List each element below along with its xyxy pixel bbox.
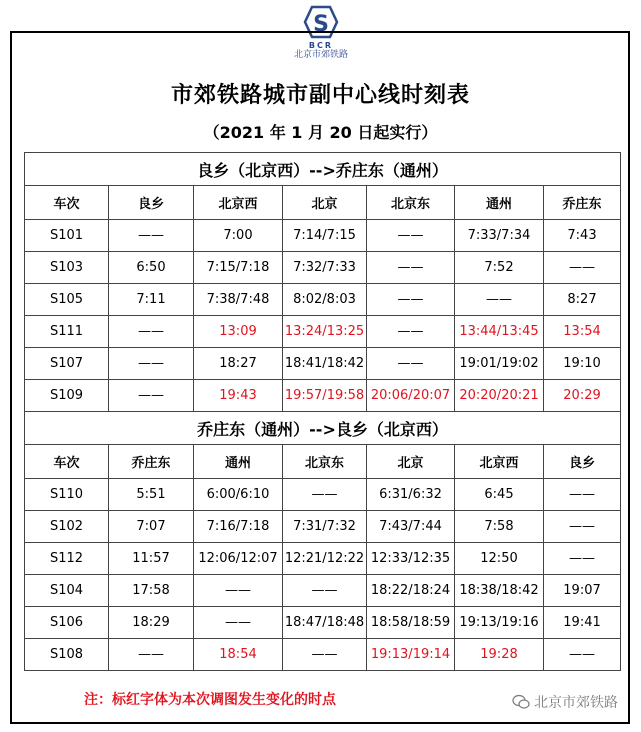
time-cell: 13:54 xyxy=(544,316,621,348)
column-header: 北京西 xyxy=(194,186,283,220)
logo-abbr: BCR xyxy=(308,41,334,50)
train-number-cell: S111 xyxy=(25,316,109,348)
table-row xyxy=(25,380,621,412)
column-header: 北京 xyxy=(283,186,367,220)
train-number-cell: S107 xyxy=(25,348,109,380)
wechat-icon xyxy=(512,694,530,710)
time-cell: —— xyxy=(544,252,621,284)
train-number-cell: S110 xyxy=(25,479,109,511)
column-header: 乔庄东 xyxy=(109,445,194,479)
time-cell: —— xyxy=(367,284,455,316)
time-cell: 7:00 xyxy=(194,220,283,252)
time-cell: 18:41/18:42 xyxy=(283,348,367,380)
time-cell: 13:44/13:45 xyxy=(455,316,544,348)
train-number-cell: S108 xyxy=(25,639,109,671)
column-header: 北京西 xyxy=(455,445,544,479)
time-cell: —— xyxy=(367,252,455,284)
table-row xyxy=(25,511,621,543)
table-row xyxy=(25,575,621,607)
time-cell: 6:50 xyxy=(109,252,194,284)
column-header: 车次 xyxy=(25,186,109,220)
time-cell: —— xyxy=(283,575,367,607)
time-cell: 7:15/7:18 xyxy=(194,252,283,284)
time-cell: —— xyxy=(367,316,455,348)
table-row xyxy=(25,284,621,316)
column-header: 北京 xyxy=(367,445,455,479)
train-number-cell: S101 xyxy=(25,220,109,252)
time-cell: 17:58 xyxy=(109,575,194,607)
time-cell: —— xyxy=(109,348,194,380)
column-header: 通州 xyxy=(455,186,544,220)
footnote: 注：标红字体为本次调图发生变化的时点 xyxy=(84,692,336,708)
time-cell: 7:16/7:18 xyxy=(194,511,283,543)
column-header: 良乡 xyxy=(109,186,194,220)
time-cell: 11:57 xyxy=(109,543,194,575)
train-number-cell: S104 xyxy=(25,575,109,607)
time-cell: 12:50 xyxy=(455,543,544,575)
column-header: 良乡 xyxy=(544,445,621,479)
time-cell: —— xyxy=(283,639,367,671)
time-cell: 7:43/7:44 xyxy=(367,511,455,543)
time-cell: 7:58 xyxy=(455,511,544,543)
time-cell: —— xyxy=(544,543,621,575)
time-cell: —— xyxy=(544,511,621,543)
time-cell: 7:52 xyxy=(455,252,544,284)
time-cell: 6:45 xyxy=(455,479,544,511)
train-number-cell: S102 xyxy=(25,511,109,543)
time-cell: 20:06/20:07 xyxy=(367,380,455,412)
logo-mark: S xyxy=(313,12,329,37)
logo-name: 北京市郊铁路 xyxy=(293,50,348,60)
time-cell: 18:22/18:24 xyxy=(367,575,455,607)
direction-label: 良乡（北京西）-->乔庄东（通州） xyxy=(25,153,621,186)
time-cell: —— xyxy=(455,284,544,316)
time-cell: —— xyxy=(544,639,621,671)
table-row xyxy=(25,639,621,671)
time-cell: —— xyxy=(109,220,194,252)
train-number-cell: S105 xyxy=(25,284,109,316)
table-row xyxy=(25,543,621,575)
time-cell: 19:41 xyxy=(544,607,621,639)
time-cell: 19:13/19:14 xyxy=(367,639,455,671)
watermark xyxy=(512,692,618,712)
time-cell: 18:38/18:42 xyxy=(455,575,544,607)
time-cell: 12:06/12:07 xyxy=(194,543,283,575)
train-number-cell: S109 xyxy=(25,380,109,412)
time-cell: 19:10 xyxy=(544,348,621,380)
table-row xyxy=(25,220,621,252)
time-cell: —— xyxy=(109,380,194,412)
train-number-cell: S103 xyxy=(25,252,109,284)
effective-date: （2021 年 1 月 20 日起实行） xyxy=(203,123,438,142)
time-cell: 6:31/6:32 xyxy=(367,479,455,511)
time-cell: 12:33/12:35 xyxy=(367,543,455,575)
time-cell: 7:11 xyxy=(109,284,194,316)
time-cell: —— xyxy=(109,316,194,348)
time-cell: 18:47/18:48 xyxy=(283,607,367,639)
time-cell: —— xyxy=(283,479,367,511)
column-header: 北京东 xyxy=(283,445,367,479)
column-header: 乔庄东 xyxy=(544,186,621,220)
table-row xyxy=(25,607,621,639)
time-cell: 18:27 xyxy=(194,348,283,380)
direction-row xyxy=(25,412,621,445)
time-cell: 7:31/7:32 xyxy=(283,511,367,543)
header-row xyxy=(25,445,621,479)
table-row xyxy=(25,348,621,380)
time-cell: 18:58/18:59 xyxy=(367,607,455,639)
table-row xyxy=(25,479,621,511)
time-cell: 19:07 xyxy=(544,575,621,607)
time-cell: 13:09 xyxy=(194,316,283,348)
time-cell: 12:21/12:22 xyxy=(283,543,367,575)
time-cell: 6:00/6:10 xyxy=(194,479,283,511)
train-number-cell: S112 xyxy=(25,543,109,575)
time-cell: —— xyxy=(367,220,455,252)
time-cell: 7:43 xyxy=(544,220,621,252)
time-cell: 5:51 xyxy=(109,479,194,511)
time-cell: —— xyxy=(367,348,455,380)
time-cell: 7:33/7:34 xyxy=(455,220,544,252)
time-cell: 19:43 xyxy=(194,380,283,412)
time-cell: —— xyxy=(194,607,283,639)
time-cell: 13:24/13:25 xyxy=(283,316,367,348)
time-cell: 19:01/19:02 xyxy=(455,348,544,380)
time-cell: 8:27 xyxy=(544,284,621,316)
time-cell: 18:54 xyxy=(194,639,283,671)
table-row xyxy=(25,316,621,348)
watermark-text: 北京市郊铁路 xyxy=(534,695,618,711)
column-header: 北京东 xyxy=(367,186,455,220)
time-cell: —— xyxy=(544,479,621,511)
time-cell: 19:57/19:58 xyxy=(283,380,367,412)
time-cell: 7:07 xyxy=(109,511,194,543)
direction-label: 乔庄东（通州）-->良乡（北京西） xyxy=(25,412,621,445)
page-title: 市郊铁路城市副中心线时刻表 xyxy=(170,83,470,108)
time-cell: 8:02/8:03 xyxy=(283,284,367,316)
time-cell: —— xyxy=(194,575,283,607)
header-row xyxy=(25,186,621,220)
time-cell: 18:29 xyxy=(109,607,194,639)
column-header: 车次 xyxy=(25,445,109,479)
column-header: 通州 xyxy=(194,445,283,479)
train-number-cell: S106 xyxy=(25,607,109,639)
timetable xyxy=(24,152,621,671)
time-cell: 20:20/20:21 xyxy=(455,380,544,412)
time-cell: —— xyxy=(109,639,194,671)
time-cell: 7:38/7:48 xyxy=(194,284,283,316)
direction-row xyxy=(25,153,621,186)
time-cell: 19:28 xyxy=(455,639,544,671)
time-cell: 20:29 xyxy=(544,380,621,412)
table-row xyxy=(25,252,621,284)
time-cell: 7:32/7:33 xyxy=(283,252,367,284)
time-cell: 19:13/19:16 xyxy=(455,607,544,639)
time-cell: 7:14/7:15 xyxy=(283,220,367,252)
